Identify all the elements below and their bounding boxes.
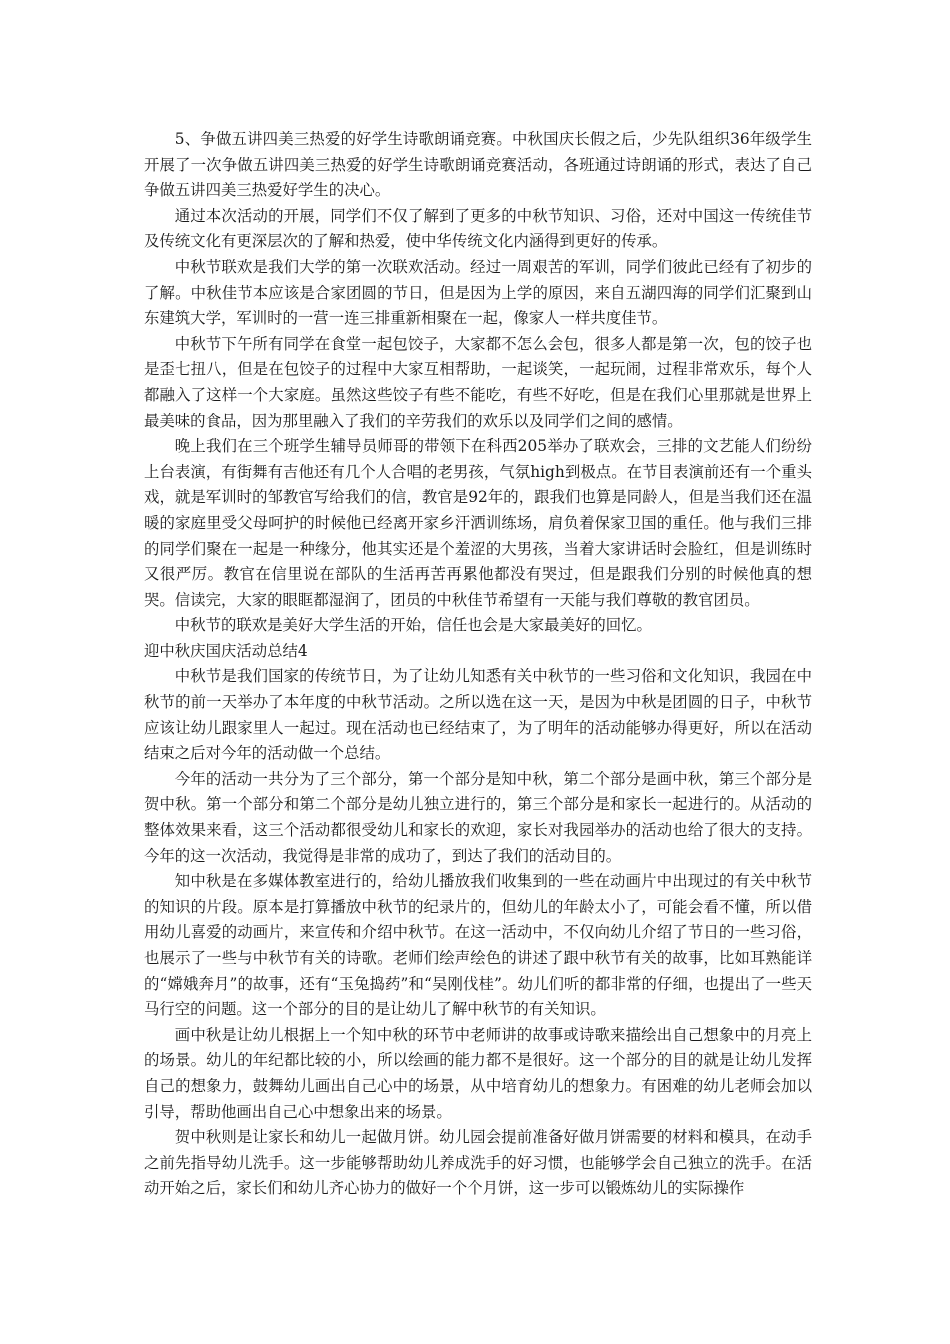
paragraph: 中秋节的联欢是美好大学生活的开始，信任也会是大家最美好的回忆。 [174,616,652,635]
paragraph: 画中秋是让幼儿根据上一个知中秋的环节中老师讲的故事或诗歌来描绘出自己想象中的月亮上的场景。幼儿的年纪都比较的小，所以绘画的能力都不是很好。这一个部分的目的就是让幼儿发挥自己的想象力，鼓舞幼儿画出自己心中的场景，从中培育幼儿的想象力。有困难的幼儿老师会加以引导，帮助他画出自己心中想象出来的场景。 [144,1025,812,1121]
paragraph: 中秋节下午所有同学在食堂一起包饺子，大家都不怎么会包，很多人都是第一次，包的饺子也是歪七扭八，但是在包饺子的过程中大家互相帮助，一起谈笑，一起玩闹，过程非常欢乐，每个人都融入了这样一个大家庭。虽然这些饺子有些不能吃，有些不好吃，但是在我们心里那就是世界上最美味的食品，因为那里融入了我们的辛劳我们的欢乐以及同学们之间的感情。 [144,334,812,430]
paragraph: 贺中秋则是让家长和幼儿一起做月饼。幼儿园会提前准备好做月饼需要的材料和模具，在动手之前先指导幼儿洗手。这一步能够帮助幼儿养成洗手的好习惯，也能够学会自己独立的洗手。在活动开始之后，家长们和幼儿齐心协力的做好一个个月饼，这一步可以锻炼幼儿的实际操作 [144,1128,812,1198]
paragraph: 晚上我们在三个班学生辅导员师哥的带领下在科西205举办了联欢会，三排的文艺能人们纷纷上台表演，有街舞有吉他还有几个人合唱的老男孩，气氛high到极点。在节目表演前还有一个重头戏，就是军训时的邹教官写给我们的信，教官是92年的，跟我们也算是同龄人，但是当我们还在温暖的家庭里受父母呵护的时候他已经离开家乡汗洒训练场，肩负着保家卫国的重任。他与我们三排的同学们聚在一起是一种缘分，他其实还是个羞涩的大男孩，当着大家讲话时会脸红，但是训练时又很严厉。教官在信里说在部队的生活再苦再累他都没有哭过，但是跟我们分别的时候他真的想哭。信读完，大家的眼眶都湿润了，团员的中秋佳节希望有一天能与我们尊敬的教官团员。 [144,437,812,609]
paragraph: 中秋节是我们国家的传统节日，为了让幼儿知悉有关中秋节的一些习俗和文化知识，我园在中秋节的前一天举办了本年度的中秋节活动。之所以选在这一天，是因为中秋是团圆的日子，中秋节应该让幼儿跟家里人一起过。现在活动也已经结束了，为了明年的活动能够办得更好，所以在活动结束之后对今年的活动做一个总结。 [144,667,812,763]
section-title: 迎中秋庆国庆活动总结4 [144,641,308,660]
paragraph: 5、争做五讲四美三热爱的好学生诗歌朗诵竞赛。中秋国庆长假之后，少先队组织36年级学生开展了一次争做五讲四美三热爱的好学生诗歌朗诵竞赛活动，各班通过诗朗诵的形式，表达了自己争做五讲四美三热爱好学生的决心。 [144,130,812,200]
paragraph: 今年的活动一共分为了三个部分，第一个部分是知中秋，第二个部分是画中秋，第三个部分是贺中秋。第一个部分和第二个部分是幼儿独立进行的，第三个部分是和家长一起进行的。从活动的整体效果来看，这三个活动都很受幼儿和家长的欢迎，家长对我园举办的活动也给了很大的支持。今年的这一次活动，我觉得是非常的成功了，到达了我们的活动目的。 [144,769,812,865]
paragraph: 通过本次活动的开展，同学们不仅了解到了更多的中秋节知识、习俗，还对中国这一传统佳节及传统文化有更深层次的了解和热爱，使中华传统文化内涵得到更好的传承。 [144,206,812,251]
paragraph: 中秋节联欢是我们大学的第一次联欢活动。经过一周艰苦的军训，同学们彼此已经有了初步的了解。中秋佳节本应该是合家团圆的节日，但是因为上学的原因，来自五湖四海的同学们汇聚到山东建筑大学，军训时的一营一连三排重新相聚在一起，像家人一样共度佳节。 [144,257,812,328]
document-body [144,127,812,1202]
paragraph: 知中秋是在多媒体教室进行的，给幼儿播放我们收集到的一些在动画片中出现过的有关中秋节的知识的片段。原本是打算播放中秋节的纪录片的，但幼儿的年龄太小了，可能会看不懂，所以借用幼儿喜爱的动画片，来宣传和介绍中秋节。在这一活动中，不仅向幼儿介绍了节日的一些习俗，也展示了一些与中秋节有关的诗歌。老师们绘声绘色的讲述了跟中秋节有关的故事，比如耳熟能详的“嫦娥奔月”的故事，还有“玉兔捣药”和“吴刚伐桂”。幼儿们听的都非常的仔细，也提出了一些天马行空的问题。这一个部分的目的是让幼儿了解中秋节的有关知识。 [144,872,812,1019]
